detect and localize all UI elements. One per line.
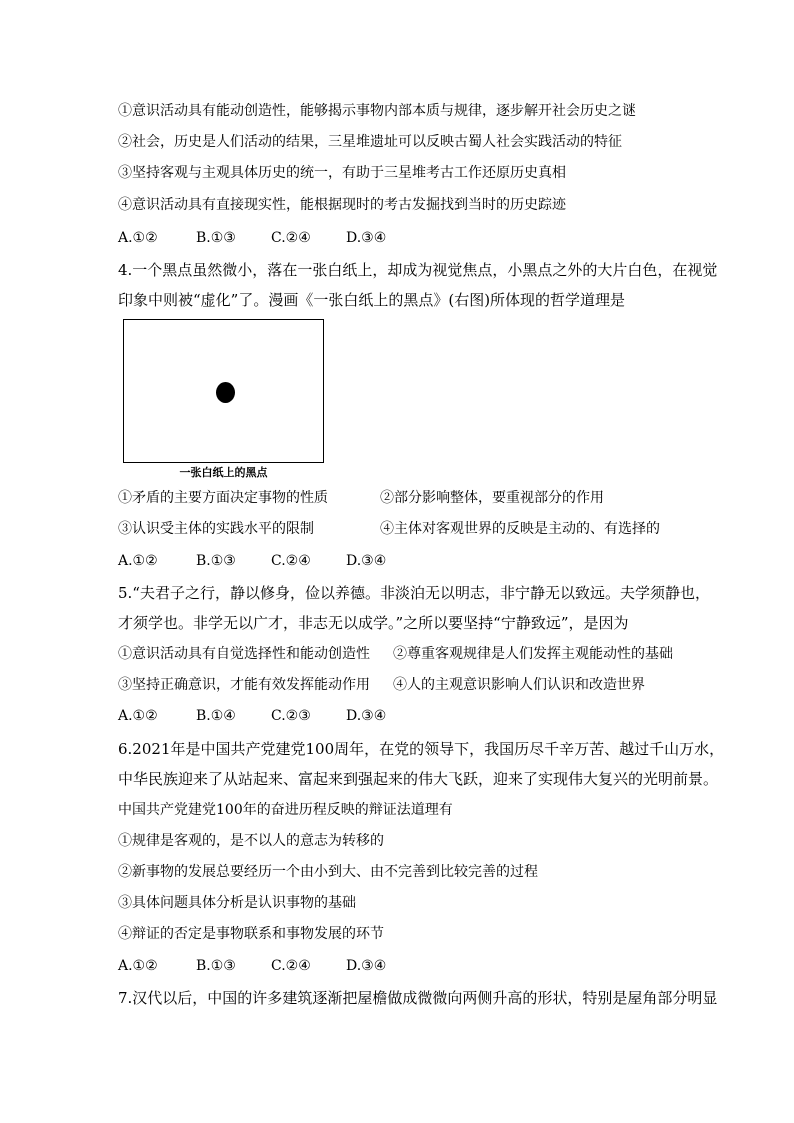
choice-b: B.①③ bbox=[196, 958, 236, 974]
q6-option-2: ②新事物的发展总要经历一个由小到大、由不完善到比较完善的过程 bbox=[118, 864, 538, 880]
q4-option-2: ②部分影响整体，要重视部分的作用 bbox=[380, 490, 604, 506]
q3-option-1: ①意识活动具有能动创造性，能够揭示事物内部本质与规律，逐步解开社会历史之谜 bbox=[118, 103, 636, 119]
q5-choices bbox=[118, 706, 386, 726]
choice-b: B.①③ bbox=[196, 230, 236, 246]
q6-option-3: ③具体问题具体分析是认识事物的基础 bbox=[118, 895, 356, 911]
choice-d: D.③④ bbox=[346, 708, 387, 724]
q5-stem-line-1: 5.“夫君子之行，静以修身，俭以养德。非淡泊无以明志，非宁静无以致远。夫学须静也， bbox=[118, 584, 710, 602]
choice-c: C.②④ bbox=[271, 958, 311, 974]
q6-option-1: ①规律是客观的，是不以人的意志为转移的 bbox=[118, 833, 384, 849]
q5-option-3: ③坚持正确意识，才能有效发挥能动作用 bbox=[118, 677, 370, 693]
q4-stem-line-2: 印象中则被“虚化”了。漫画《一张白纸上的黑点》(右图)所体现的哲学道理是 bbox=[118, 291, 626, 309]
figure-caption: 一张白纸上的黑点 bbox=[179, 466, 268, 479]
choice-c: C.②③ bbox=[271, 708, 311, 724]
q3-option-4: ④意识活动具有直接现实性，能根据现时的考古发掘找到当时的历史踪迹 bbox=[118, 197, 566, 213]
q3-choices bbox=[118, 228, 386, 248]
q4-option-3: ③认识受主体的实践水平的限制 bbox=[118, 521, 314, 537]
q6-stem-line-1: 6.2021年是中国共产党建党100周年，在党的领导下，我国历尽千辛万苦、越过千山万水， bbox=[118, 740, 725, 758]
q5-option-4: ④人的主观意识影响人们认识和改造世界 bbox=[393, 677, 645, 693]
q4-choices bbox=[118, 551, 386, 571]
choice-d: D.③④ bbox=[346, 958, 387, 974]
choice-b: B.①④ bbox=[196, 708, 236, 724]
choice-c: C.②④ bbox=[271, 230, 311, 246]
choice-a: A.①② bbox=[118, 553, 158, 569]
q4-option-1: ①矛盾的主要方面决定事物的性质 bbox=[118, 490, 328, 506]
cartoon-figure bbox=[123, 319, 324, 463]
q5-option-1: ①意识活动具有自觉选择性和能动创造性 bbox=[118, 646, 370, 662]
q6-stem-line-2: 中华民族迎来了从站起来、富起来到强起来的伟大飞跃，迎来了实现伟大复兴的光明前景。 bbox=[118, 770, 719, 788]
choice-d: D.③④ bbox=[346, 230, 387, 246]
q3-option-2: ②社会，历史是人们活动的结果，三星堆遗址可以反映古蜀人社会实践活动的特征 bbox=[118, 134, 622, 150]
q6-stem-line-3: 中国共产党建党100年的奋进历程反映的辩证法道理有 bbox=[118, 802, 453, 818]
q6-choices bbox=[118, 956, 386, 976]
q7-stem-line-1: 7.汉代以后，中国的许多建筑逐渐把屋檐做成微微向两侧升高的形状，特别是屋角部分明显 bbox=[118, 989, 718, 1007]
choice-a: A.①② bbox=[118, 708, 158, 724]
q4-stem-line-1: 4.一个黑点虽然微小，落在一张白纸上，却成为视觉焦点，小黑点之外的大片白色，在视觉 bbox=[118, 261, 718, 279]
black-dot bbox=[216, 382, 235, 403]
choice-c: C.②④ bbox=[271, 553, 311, 569]
q3-option-3: ③坚持客观与主观具体历史的统一，有助于三星堆考古工作还原历史真相 bbox=[118, 165, 566, 181]
q5-stem-line-2: 才须学也。非学无以广才，非志无以成学。”之所以要坚持“宁静致远”，是因为 bbox=[118, 614, 629, 632]
q6-option-4: ④辩证的否定是事物联系和事物发展的环节 bbox=[118, 926, 384, 942]
choice-b: B.①③ bbox=[196, 553, 236, 569]
choice-d: D.③④ bbox=[346, 553, 387, 569]
choice-a: A.①② bbox=[118, 958, 158, 974]
q4-option-4: ④主体对客观世界的反映是主动的、有选择的 bbox=[380, 521, 660, 537]
q5-option-2: ②尊重客观规律是人们发挥主观能动性的基础 bbox=[393, 646, 673, 662]
choice-a: A.①② bbox=[118, 230, 158, 246]
